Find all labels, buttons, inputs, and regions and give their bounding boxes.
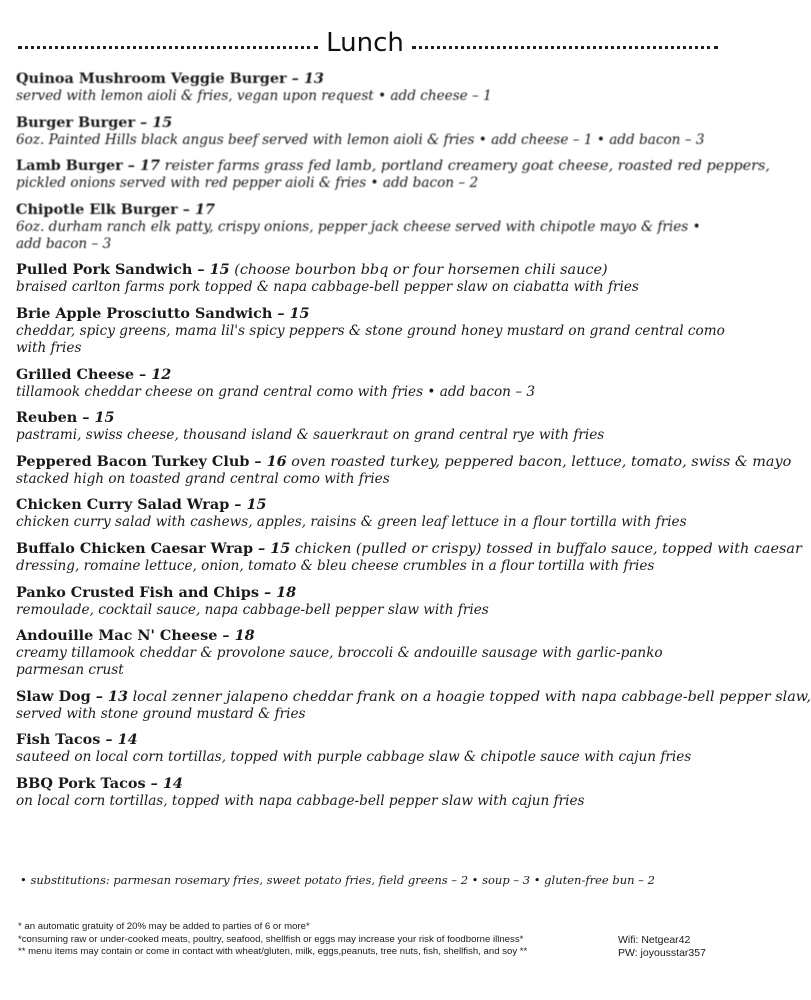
menu-item-heading: Fish Tacos – 14 (16, 731, 138, 749)
menu-item-inline-desc: oven roasted turkey, peppered bacon, lettuce, tomato, swiss & mayo (291, 453, 792, 470)
menu-item-name: Quinoa Mushroom Veggie Burger (16, 70, 287, 87)
menu-item-price: 18 (234, 627, 255, 645)
menu-item (16, 70, 728, 105)
menu-item-name: Fish Tacos (16, 731, 101, 749)
menu-item-description: cheddar, spicy greens, mama lil's spicy peppers & stone ground honey mustard on grand central como with fries (16, 322, 725, 356)
menu-item-description: stacked high on toasted grand central como with fries (16, 470, 390, 487)
menu-item (16, 305, 728, 357)
menu-item-heading: Andouille Mac N' Cheese – 18 (16, 627, 255, 645)
menu-item-description: sauteed on local corn tortillas, topped with purple cabbage slaw & chipotle sauce with cajun fries (16, 749, 692, 766)
menu-item-description: braised carlton farms pork topped & napa cabbage-bell pepper slaw on ciabatta with fries (16, 279, 639, 296)
menu-item-price: 13 (107, 687, 128, 705)
menu-item-description: served with lemon aioli & fries, vegan upon request • add cheese – 1 (16, 88, 492, 104)
menu-item-heading: BBQ Pork Tacos – 14 (16, 774, 183, 792)
menu-item (16, 114, 728, 149)
menu-item-heading: Chicken Curry Salad Wrap – 15 (16, 496, 267, 514)
menu-item (16, 409, 728, 444)
allergen-note: ** menu items may contain or come in contact with wheat/gluten, milk, eggs,peanuts, tree nuts, fish, shellfish, and soy ** (18, 946, 528, 957)
menu-item (16, 775, 728, 810)
menu-item-price: 15 (209, 261, 230, 279)
menu-item-name: Panko Crusted Fish and Chips (16, 583, 259, 601)
menu-item-name: BBQ Pork Tacos (16, 774, 146, 792)
menu-header (0, 28, 739, 68)
menu-item (16, 496, 728, 531)
menu-item-name: Peppered Bacon Turkey Club (16, 452, 250, 470)
menu-item-price: 15 (246, 496, 267, 514)
menu-item-price: 15 (152, 113, 173, 131)
menu-item-name: Andouille Mac N' Cheese (16, 627, 218, 645)
substitutions-note: • substitutions: parmesan rosemary fries, sweet potato fries, field greens – 2 • soup – 3 • gluten-free bun – 2 (20, 873, 655, 887)
menu-item-list (16, 70, 811, 819)
menu-item-description: dressing, romaine lettuce, onion, tomato & bleu cheese crumbles in a flour tortilla with fries (16, 557, 655, 574)
menu-item-inline-desc: chicken (pulled or crispy) tossed in buffalo sauce, topped with caesar (294, 540, 802, 557)
menu-item-heading: Peppered Bacon Turkey Club – 16 oven roasted turkey, peppered bacon, lettuce, tomato, swiss & mayo (16, 452, 792, 470)
menu-title: Lunch (326, 28, 404, 58)
menu-item-price: 17 (194, 200, 215, 218)
menu-item (16, 731, 728, 766)
menu-item-description: chicken curry salad with cashews, apples, raisins & green leaf lettuce in a flour tortilla with fries (16, 514, 687, 531)
dotted-rule-right (412, 46, 718, 49)
wifi-network: Wifi: Netgear42 (618, 934, 691, 946)
raw-food-warning: *consuming raw or under-cooked meats, poultry, seafood, shellfish or eggs may increase your risk of foodborne illness* (18, 933, 524, 945)
menu-item-description: pickled onions served with red pepper aioli & fries • add bacon – 2 (16, 175, 479, 192)
menu-item (16, 366, 728, 401)
menu-item-heading: Burger Burger – 15 (16, 113, 173, 131)
menu-item (16, 261, 728, 296)
menu-item-heading: Brie Apple Prosciutto Sandwich – 15 (16, 304, 310, 322)
gratuity-note: * an automatic gratuity of 20% may be added to parties of 6 or more* (18, 921, 310, 932)
menu-item-name: Burger Burger (16, 113, 136, 131)
menu-item-heading: Grilled Cheese – 12 (16, 365, 172, 383)
menu-item-description: pastrami, swiss cheese, thousand island & sauerkraut on grand central rye with fries (16, 427, 605, 444)
menu-item-heading: Panko Crusted Fish and Chips – 18 (16, 583, 297, 601)
menu-item-price: 15 (94, 409, 115, 427)
menu-item-description: 6oz. durham ranch elk patty, crispy onions, pepper jack cheese served with chipotle mayo & fries • add bacon – 3 (16, 218, 701, 252)
menu-item-name: Slaw Dog (16, 687, 91, 705)
menu-item-price: 18 (276, 583, 297, 601)
menu-item-description: on local corn tortillas, topped with napa cabbage-bell pepper slaw with cajun fries (16, 792, 585, 809)
menu-item-price: 15 (270, 539, 291, 557)
menu-item-heading: Reuben – 15 (16, 409, 115, 427)
menu-item-heading: Buffalo Chicken Caesar Wrap – 15 chicken (pulled or crispy) tossed in buffalo sauce, topped with caesar (16, 539, 802, 557)
menu-item-heading: Lamb Burger – 17 reister farms grass fed lamb, portland creamery goat cheese, roasted red peppers, (16, 157, 770, 175)
menu-item-inline-desc: (choose bourbon bbq or four horsemen chili sauce) (234, 262, 608, 279)
wifi-info (618, 934, 733, 960)
menu-item (16, 539, 802, 575)
menu-item-name: Chicken Curry Salad Wrap (16, 496, 230, 514)
menu-item (16, 157, 770, 192)
menu-item-price: 15 (289, 304, 310, 322)
menu-item-price: 17 (139, 157, 160, 175)
footer-notes (18, 921, 598, 959)
menu-item-description: tillamook cheddar cheese on grand central como with fries • add bacon – 3 (16, 383, 536, 400)
menu-item-price: 16 (266, 452, 287, 470)
menu-item-inline-desc: local zenner jalapeno cheddar frank on a hoagie topped with napa cabbage-bell pepper slaw, (132, 688, 811, 705)
menu-item-price: 14 (162, 774, 183, 792)
dotted-rule-left (18, 46, 318, 49)
menu-item-price: 13 (303, 70, 324, 87)
wifi-password: PW: joyousstar357 (618, 947, 706, 959)
menu-item-name: Chipotle Elk Burger (16, 200, 178, 218)
menu-item-name: Reuben (16, 409, 78, 427)
menu-item-heading: Chipotle Elk Burger – 17 (16, 200, 215, 218)
menu-item-description: creamy tillamook cheddar & provolone sauce, broccoli & andouille sausage with garlic-panko parmesan crust (16, 645, 663, 679)
menu-item-description: 6oz. Painted Hills black angus beef served with lemon aioli & fries • add cheese – 1 • add bacon – 3 (16, 131, 705, 148)
menu-item-name: Pulled Pork Sandwich (16, 261, 193, 279)
menu-item-inline-desc: reister farms grass fed lamb, portland creamery goat cheese, roasted red peppers, (164, 158, 770, 175)
menu-item-price: 14 (117, 731, 138, 749)
menu-item (16, 584, 728, 619)
menu-item-name: Brie Apple Prosciutto Sandwich (16, 304, 273, 322)
menu-item-price: 12 (151, 365, 172, 383)
menu-item-name: Grilled Cheese (16, 365, 134, 383)
menu-item-name: Buffalo Chicken Caesar Wrap (16, 539, 254, 557)
menu-item-name: Lamb Burger (16, 157, 123, 175)
menu-item (16, 452, 792, 488)
menu-item-heading: Quinoa Mushroom Veggie Burger – 13 (16, 70, 324, 87)
menu-item-heading: Pulled Pork Sandwich – 15 (choose bourbon bbq or four horsemen chili sauce) (16, 261, 608, 279)
menu-item (16, 627, 728, 679)
menu-item (16, 687, 811, 723)
menu-item-heading: Slaw Dog – 13 local zenner jalapeno cheddar frank on a hoagie topped with napa cabbage-bell pepper slaw, (16, 687, 811, 705)
menu-item-description: served with stone ground mustard & fries (16, 705, 306, 722)
menu-item (16, 201, 728, 253)
menu-item-description: remoulade, cocktail sauce, napa cabbage-bell pepper slaw with fries (16, 601, 489, 618)
